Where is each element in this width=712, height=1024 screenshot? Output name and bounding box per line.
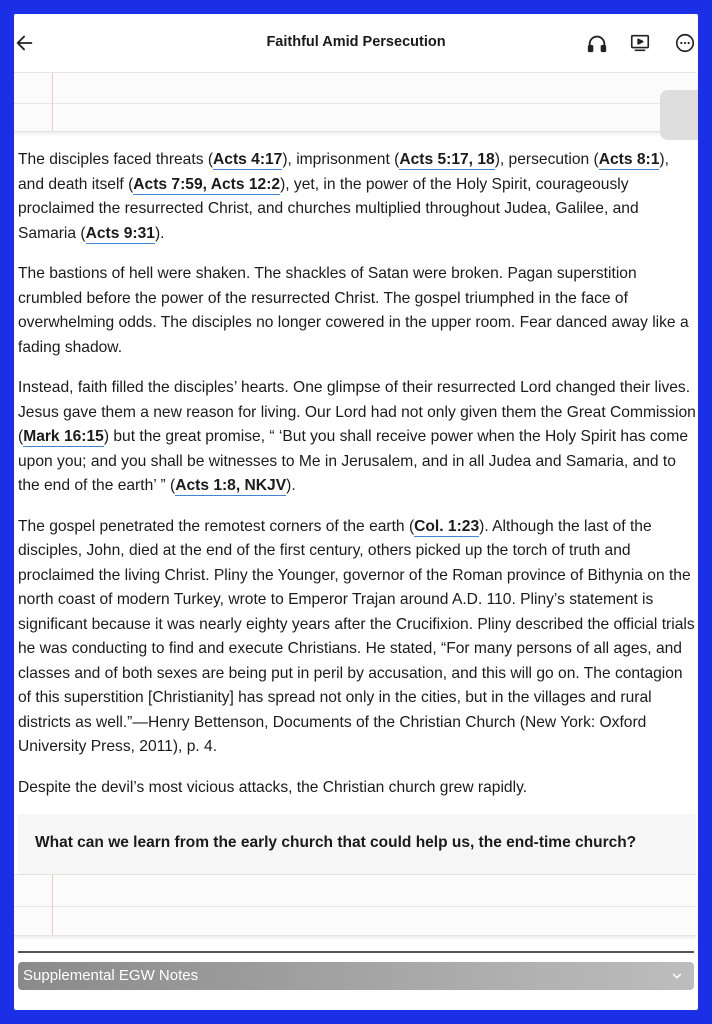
page-title: Faithful Amid Persecution — [266, 34, 446, 50]
note-line — [14, 906, 696, 907]
text: ), persecution ( — [494, 151, 599, 168]
play-screen-icon[interactable] — [629, 32, 651, 54]
chevron-down-icon — [670, 969, 684, 983]
supplemental-label: Supplemental EGW Notes — [23, 967, 199, 984]
scripture-link[interactable]: Acts 5:17, 18 — [399, 151, 495, 168]
scripture-link[interactable]: Acts 7:59, Acts 12:2 — [133, 175, 281, 193]
text: Instead, faith filled the disciples’ hearts. One glimpse of their resurrected Lord changed their lives. Jesus gave them a new reason for living. Our Lord had not only given them the Great Commission ( — [18, 379, 696, 445]
text: ). — [154, 224, 165, 242]
text: ). — [286, 477, 296, 494]
scripture-link[interactable]: Col. 1:23 — [414, 517, 480, 535]
top-bar — [14, 14, 698, 70]
scripture-link[interactable]: Acts 1:8, NKJV — [175, 477, 287, 494]
paragraph-3 — [18, 376, 698, 499]
scripture-link[interactable]: Acts 9:31 — [85, 224, 155, 242]
scripture-link[interactable]: Acts 8:1 — [598, 151, 660, 168]
paragraph-2: The bastions of hell were shaken. The shackles of Satan were broken. Pagan superstition crumbled before the power of the resurrected Christ. The gospel triumphed in the face of overwhelming odds. The disciples no longer cowered in the upper room. Fear danced away like a fading shadow. — [18, 265, 689, 356]
discussion-question: What can we learn from the early church that could help us, the end-time church? — [18, 814, 696, 874]
note-line — [14, 103, 696, 104]
text: ), imprisonment ( — [282, 151, 400, 168]
app-window — [14, 14, 698, 1010]
more-icon[interactable] — [674, 32, 696, 54]
scripture-link[interactable]: Mark 16:15 — [23, 428, 104, 445]
text: The disciples faced threats ( — [18, 151, 214, 168]
paragraph-1 — [18, 148, 698, 246]
headphones-icon[interactable] — [586, 32, 608, 54]
scripture-link[interactable]: Acts 4:17 — [213, 151, 283, 168]
paragraph-5: Despite the devil’s most vicious attacks, the Christian church grew rapidly. — [18, 778, 528, 796]
supplemental-egw-notes-toggle[interactable] — [18, 962, 694, 990]
note-margin-line — [52, 73, 53, 131]
text: ). Although the last of the disciples, John, died at the end of the first century, others picked up the torch of truth and proclaimed the living Christ. Pliny the Younger, governor of the Roman province of Bithynia on the north coast of modern Turkey, wrote to Emperor Trajan around A.D. 110. Pliny’s statement is significant because it was nearly eighty years after the Crucifixion. Pliny described the official trials he was conducting to find and execute Christians. He stated, “For many persons of all ages, and classes and of both sexes are being put in peril by accusation, and this will go on. The contagion of this superstition [Christianity] has spread not only in the cities, but in the villages and rural districts as well.”—Henry Bettenson, Documents of the Christian Church (New York: Oxford University Press, 2011), p. 4. — [18, 517, 695, 755]
lesson-content — [18, 148, 698, 816]
side-drawer-tab[interactable] — [660, 90, 698, 140]
text: The gospel penetrated the remotest corners of the earth ( — [18, 517, 415, 535]
paragraph-4 — [18, 515, 698, 760]
notes-area-bottom[interactable] — [14, 874, 696, 936]
text: ) but the great promise, “ ‘But you shall receive power when the Holy Spirit has come upon you; and you shall be witnesses to Me in Jerusalem, and in all Judea and Samaria, and to the end of the earth’ ” ( — [18, 428, 688, 494]
notes-area-top[interactable] — [14, 72, 696, 132]
note-margin-line — [52, 875, 53, 935]
text: ), yet, in the power of the Holy Spirit, courageously proclaimed the resurrected Christ, and churches multiplied throughout Judea, Galilee, and Samaria ( — [18, 175, 639, 242]
text: ), and death itself ( — [18, 151, 669, 193]
section-divider — [18, 951, 694, 953]
